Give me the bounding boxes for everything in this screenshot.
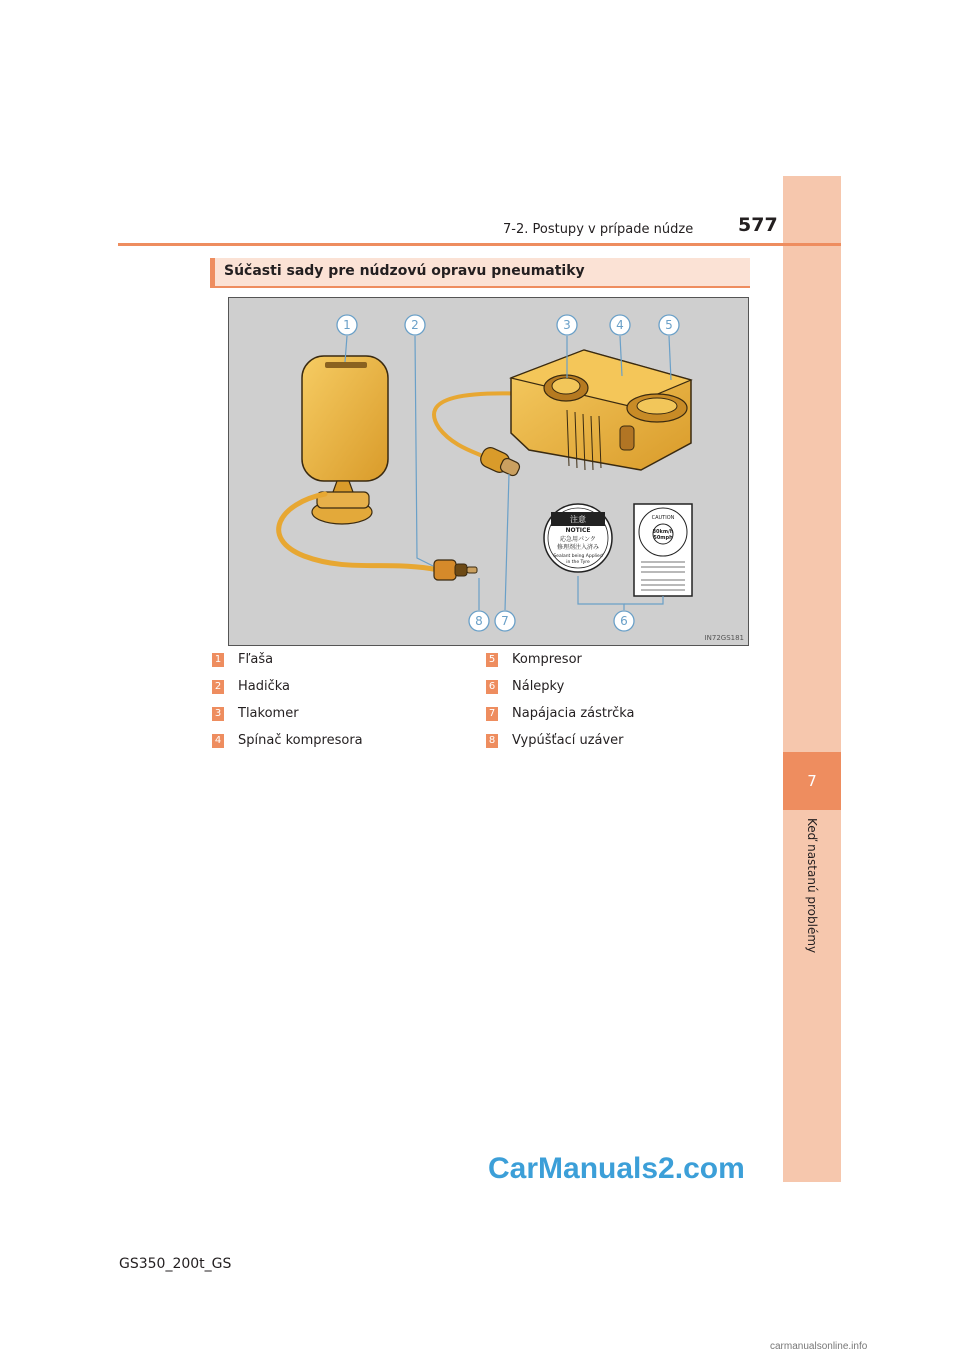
header-rule xyxy=(118,243,841,246)
box-heading xyxy=(210,258,750,288)
figure-code: IN72GS181 xyxy=(704,634,744,642)
legend-item-7 xyxy=(486,706,634,721)
legend-item-6 xyxy=(486,679,564,694)
sticker-caution-line2: 80km/h xyxy=(652,529,674,535)
legend-label: Spínač kompresora xyxy=(238,733,363,748)
sticker-notice-line4: 修理剤注入済み xyxy=(556,544,600,551)
sticker-caution-line1: CAUTION xyxy=(651,515,675,521)
sticker-notice xyxy=(544,504,612,572)
kit-illustration xyxy=(229,298,748,645)
callout-2 xyxy=(405,315,425,335)
sticker-notice-line5: Sealant being Applied xyxy=(553,554,603,559)
svg-text:7: 7 xyxy=(501,614,509,628)
legend-item-8 xyxy=(486,733,624,748)
legend-item-4 xyxy=(212,733,363,748)
legend-item-3 xyxy=(212,706,299,721)
svg-text:5: 5 xyxy=(665,318,673,332)
legend-number: 2 xyxy=(212,680,224,694)
release-cap-drawing xyxy=(434,560,477,580)
watermark-url: carmanualsonline.info xyxy=(770,1341,868,1352)
legend-label: Tlakomer xyxy=(238,706,299,721)
chapter-title: Keď nastanú problémy xyxy=(805,818,819,954)
svg-text:6: 6 xyxy=(620,614,628,628)
chapter-number: 7 xyxy=(783,752,841,810)
callout-6 xyxy=(614,611,634,631)
legend-item-2 xyxy=(212,679,290,694)
legend-number: 1 xyxy=(212,653,224,667)
svg-text:1: 1 xyxy=(343,318,351,332)
legend-number: 6 xyxy=(486,680,498,694)
legend-number: 7 xyxy=(486,707,498,721)
box-heading-bar xyxy=(210,258,215,286)
sticker-caution-line3: 50mph xyxy=(653,535,673,541)
watermark-logo: CarManuals2.com xyxy=(488,1152,745,1185)
legend-label: Kompresor xyxy=(512,652,582,667)
page-number: 577 xyxy=(738,214,778,236)
chapter-side-tab xyxy=(783,176,841,1182)
callout-7 xyxy=(495,611,515,631)
callout-3 xyxy=(557,315,577,335)
legend-label: Hadička xyxy=(238,679,291,694)
legend-label: Fľaša xyxy=(238,652,274,667)
callout-8 xyxy=(469,611,489,631)
sticker-notice-line2: NOTICE xyxy=(565,527,591,534)
chapter-title-vertical xyxy=(803,818,823,988)
sticker-notice-line3: 応急用パンク xyxy=(560,536,596,543)
svg-text:4: 4 xyxy=(616,318,624,332)
section-title: 7-2. Postupy v prípade núdze xyxy=(503,222,694,237)
compressor-drawing xyxy=(511,350,691,470)
legend-item-1 xyxy=(212,652,273,667)
legend-number: 5 xyxy=(486,653,498,667)
callout-1 xyxy=(337,315,357,335)
svg-text:8: 8 xyxy=(475,614,483,628)
sticker-caution xyxy=(634,504,692,596)
legend-number: 4 xyxy=(212,734,224,748)
legend-number: 3 xyxy=(212,707,224,721)
legend-label: Napájacia zástrčka xyxy=(512,706,635,721)
sticker-notice-line6: in the Tyre xyxy=(566,560,590,565)
box-heading-title: Súčasti sady pre núdzovú opravu pneumatiky xyxy=(224,263,585,279)
svg-text:2: 2 xyxy=(411,318,419,332)
model-code: GS350_200t_GS xyxy=(119,1256,232,1272)
legend-label: Vypúšťací uzáver xyxy=(512,733,624,748)
callout-5 xyxy=(659,315,679,335)
power-plug-drawing xyxy=(478,445,521,477)
callout-4 xyxy=(610,315,630,335)
tyre-repair-kit-figure xyxy=(228,297,749,646)
sticker-notice-line1: 注意 xyxy=(570,515,586,524)
legend-number: 8 xyxy=(486,734,498,748)
legend-label: Nálepky xyxy=(512,679,565,694)
svg-text:3: 3 xyxy=(563,318,571,332)
legend-item-5 xyxy=(486,652,582,667)
